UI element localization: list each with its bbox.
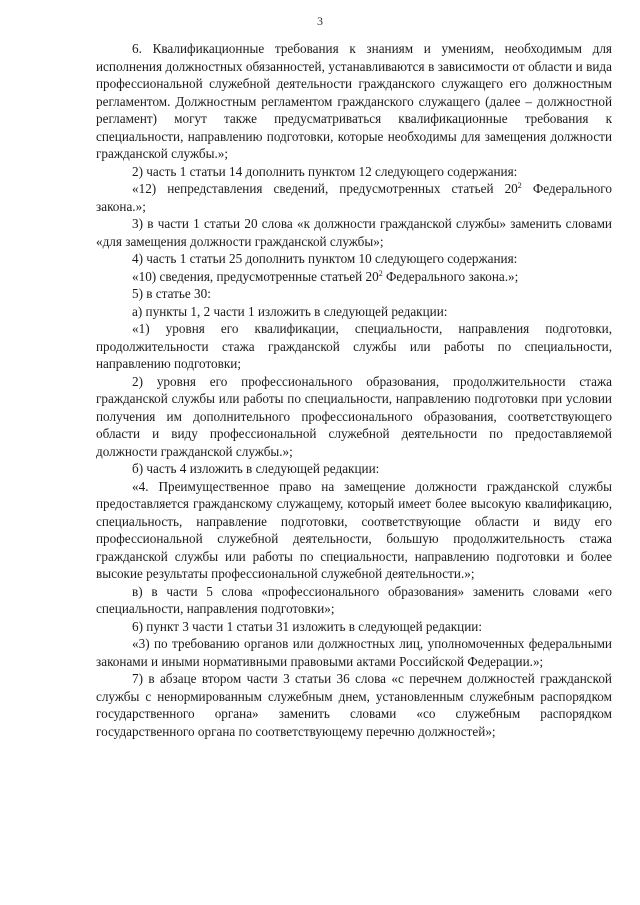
paragraph: а) пункты 1, 2 части 1 изложить в следующей редакции: [132, 303, 448, 319]
document-body [96, 40, 612, 740]
paragraph: 6) пункт 3 части 1 статьи 31 изложить в следующей редакции: [132, 618, 483, 634]
paragraph: «4. Преимущественное право на замещение должности гражданской службы предоставляется гражданскому служащему, который имеет более высокую квалификацию, специальность, направление подготовки, соответствующие области и виду его профессиональной служебной деятельности, большую продолжительность стажа гражданской службы или работы по специальности, направлению подготовки и более высокие результаты профессиональной служебной деятельности.»; [96, 478, 612, 581]
page-number: 3 [317, 14, 323, 28]
paragraph: «10) сведения, предусмотренные статьей $20^2$ Федерального закона.»; [132, 268, 519, 284]
paragraph: 2) часть 1 статьи 14 дополнить пунктом 12 следующего содержания: [132, 163, 518, 179]
paragraph: 5) в статье 30: [132, 286, 211, 301]
paragraph: 3) в части 1 статьи 20 слова «к должности гражданской службы» заменить словами «для замещения должности гражданской службы»; [96, 216, 612, 249]
paragraph: 7) в абзаце втором части 3 статьи 36 слова «с перечнем должностей гражданской службы с ненормированным служебным днем, установленным служебным распорядком государственного органа» заменить словами «со служебным распорядком государственного органа по соответствующему перечню должностей»; [96, 671, 612, 739]
paragraph: в) в части 5 слова «профессионального образования» заменить словами «его специальности, направления подготовки»; [96, 583, 612, 616]
paragraph: «12) непредставления сведений, предусмотренных статьей $20^2$ Федерального закона.»; [96, 181, 612, 214]
paragraph: 4) часть 1 статьи 25 дополнить пунктом 10 следующего содержания: [132, 251, 518, 266]
paragraph: «1) уровня его квалификации, специальности, направления подготовки, продолжительности стажа гражданской службы или работы по специальности, направлению подготовки; [96, 321, 612, 371]
superscript: 2 [517, 181, 522, 190]
superscript: 2 [378, 268, 383, 278]
paragraph: б) часть 4 изложить в следующей редакции: [132, 461, 380, 476]
paragraph: 2) уровня его профессионального образования, продолжительности стажа гражданской службы или работы по специальности, направлению подготовки при условии получения им дополнительного профессионального образования, соответствующего области и виду профессиональной служебной деятельности по предоставляемой должности гражданской службы.»; [96, 373, 612, 459]
paragraph: «3) по требованию органов или должностных лиц, уполномоченных федеральными законами и иными нормативными правовыми актами Российской Федерации.»; [96, 636, 612, 669]
paragraph: 6. Квалификационные требования к знаниям и умениям, необходимым для исполнения должностных обязанностей, устанавливаются в зависимости от области и вида профессиональной служебной деятельности гражданского служащего его должностным регламентом. Должностным регламентом гражданского служащего (далее – должностной регламент) могут также предусматриваться квалификационные требования к специальности, направлению подготовки, которые необходимы для замещения должности гражданской службы.»; [96, 41, 612, 161]
